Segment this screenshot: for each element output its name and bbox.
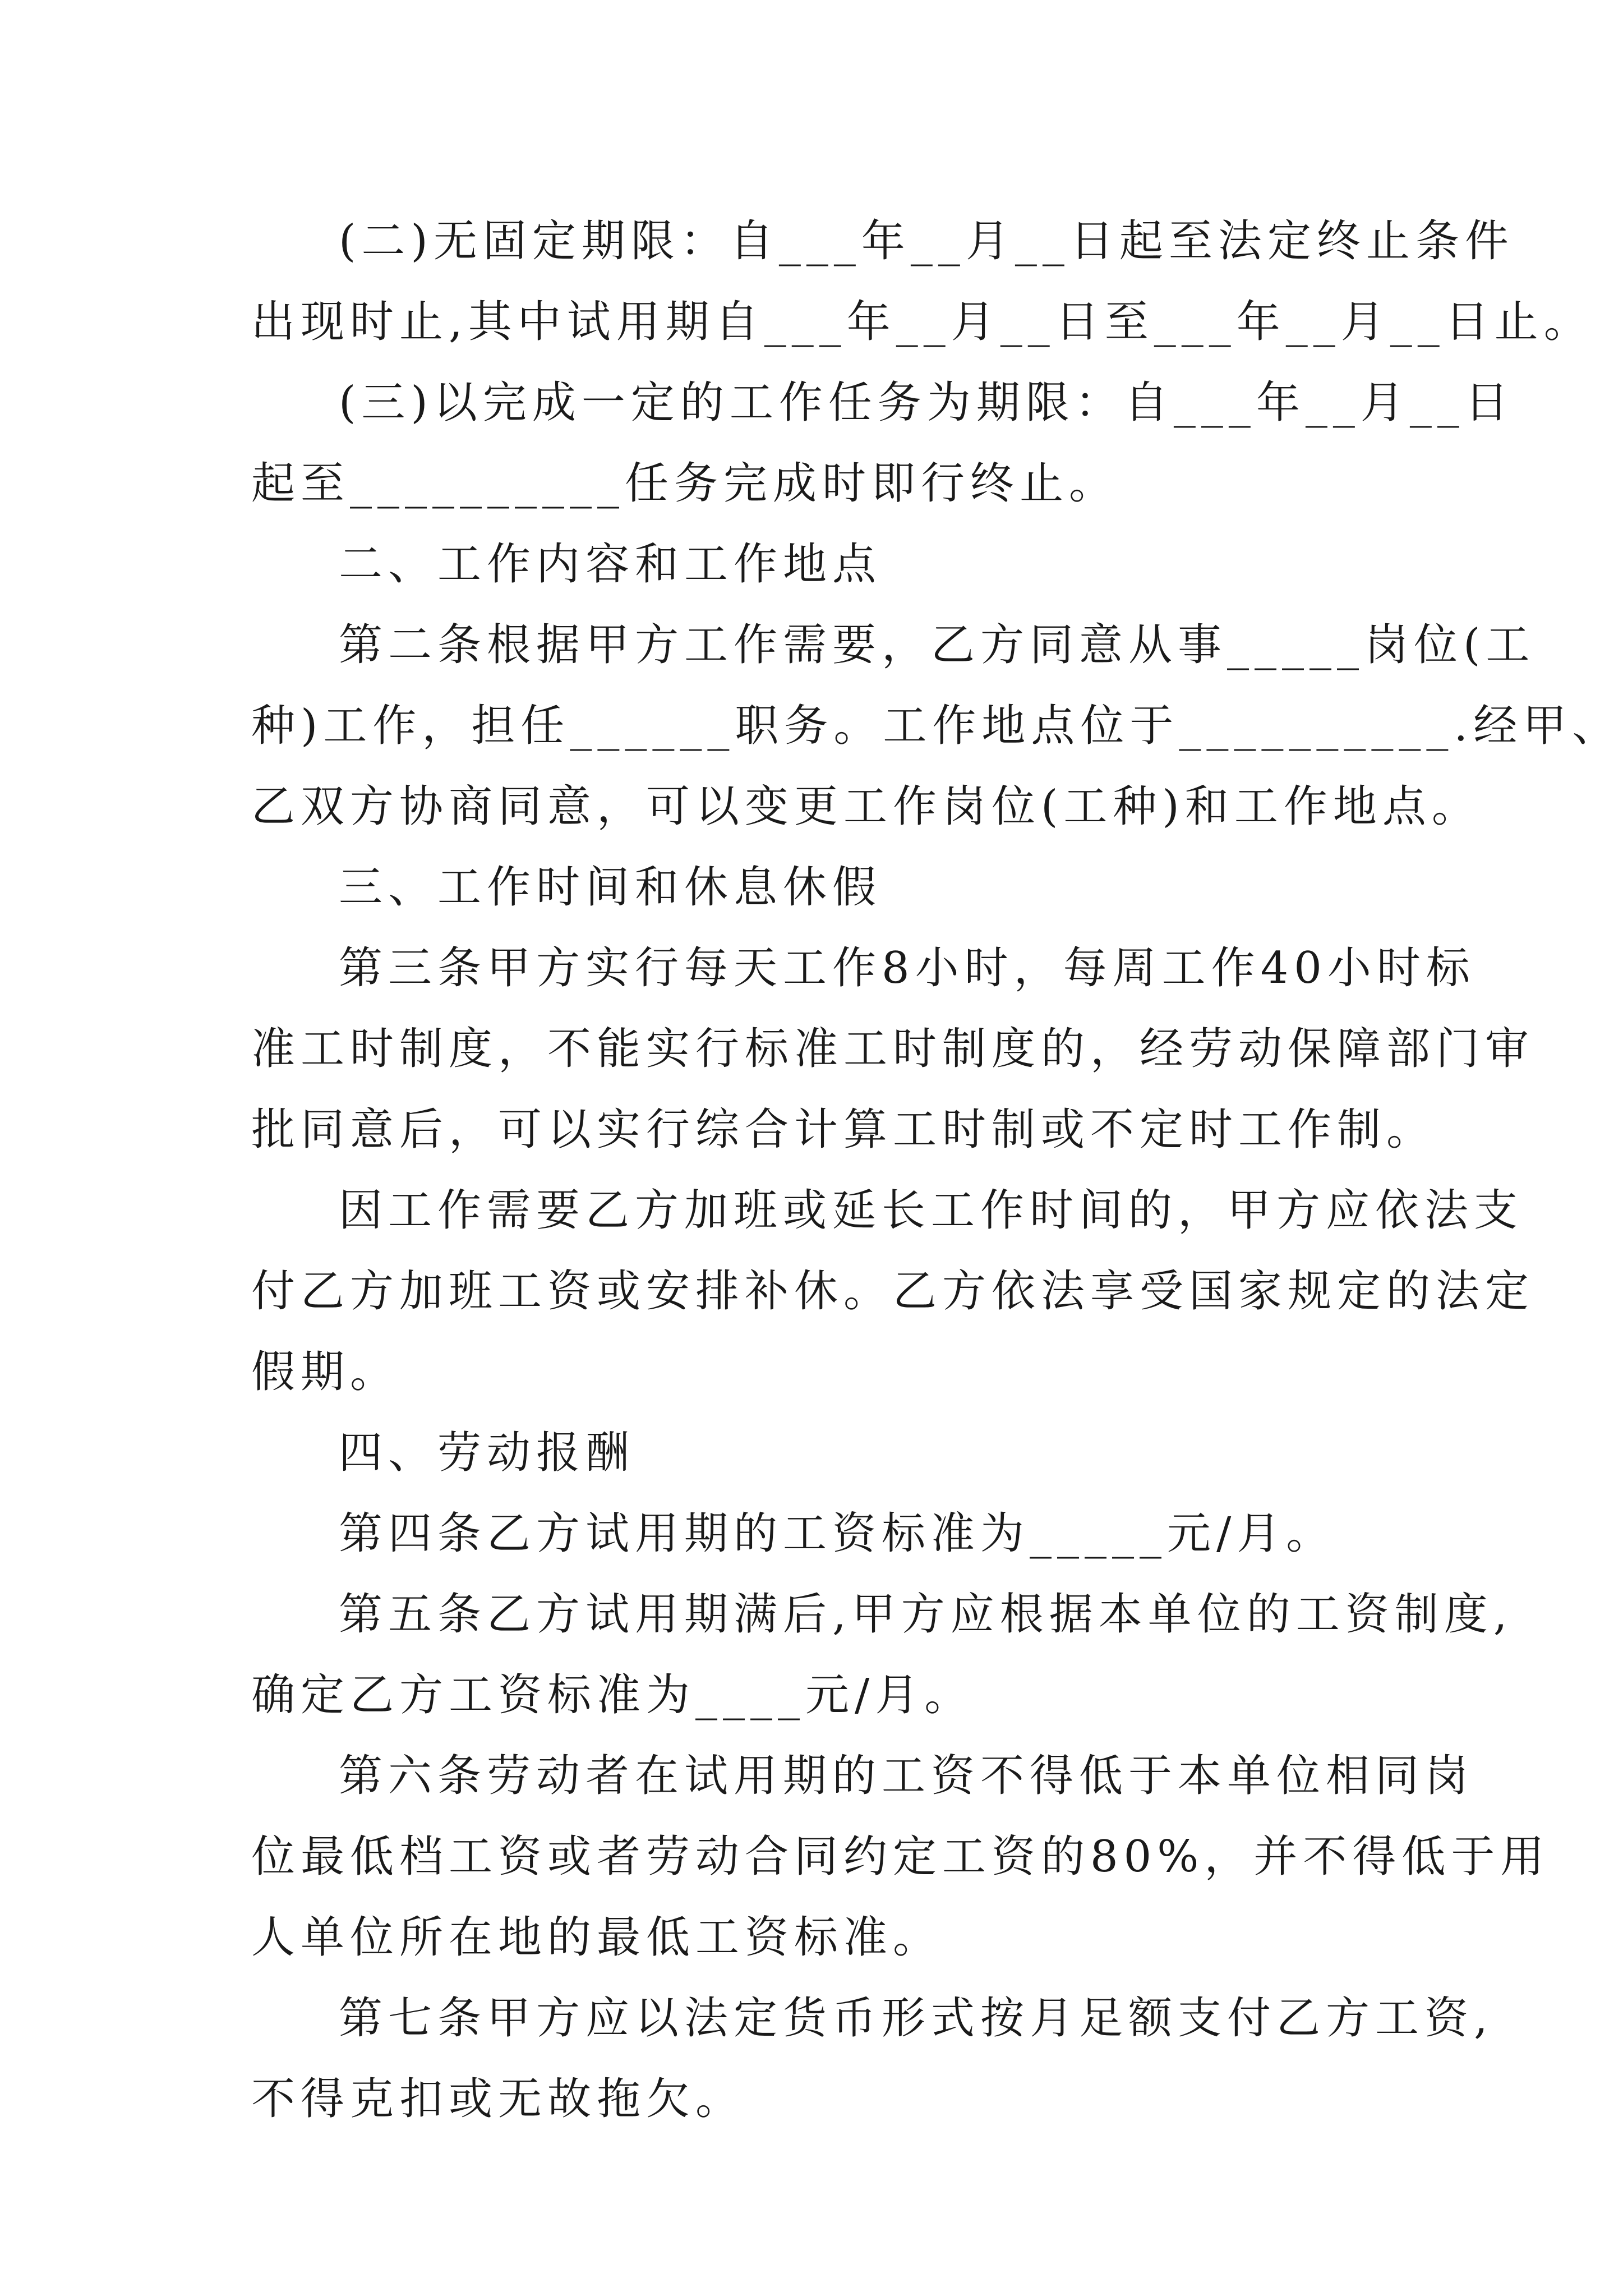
paragraph-line: 第五条乙方试用期满后,甲方应根据本单位的工资制度, xyxy=(339,1589,1513,1640)
paragraph-line: 起至__________任务完成时即行终止。 xyxy=(251,458,1119,509)
paragraph-line: 位最低档工资或者劳动合同约定工资的80%，并不得低于用 xyxy=(251,1832,1550,1882)
paragraph-line: 第六条劳动者在试用期的工资不得低于本单位相同岗 xyxy=(339,1751,1474,1801)
section-heading: 二、工作内容和工作地点 xyxy=(339,539,882,590)
paragraph-line: 准工时制度，不能实行标准工时制度的，经劳动保障部门审 xyxy=(251,1024,1535,1074)
paragraph-line: 第四条乙方试用期的工资标准为_____元/月。 xyxy=(339,1508,1336,1559)
section-heading: 三、工作时间和休息休假 xyxy=(339,862,882,913)
paragraph-line: 第二条根据甲方工作需要，乙方同意从事_____岗位(工 xyxy=(339,620,1536,670)
paragraph-line: 种)工作，担任______职务。工作地点位于__________.经甲、 xyxy=(251,701,1622,751)
paragraph-line: (三)以完成一定的工作任务为期限：自___年__月__日 xyxy=(339,378,1514,428)
section-heading: 四、劳动报酬 xyxy=(339,1428,635,1478)
paragraph-line: 乙双方协商同意，可以变更工作岗位(工种)和工作地点。 xyxy=(251,781,1481,832)
paragraph-line: 第三条甲方实行每天工作8小时，每周工作40小时标 xyxy=(339,943,1476,993)
paragraph-line: 因工作需要乙方加班或延长工作时间的，甲方应依法支 xyxy=(339,1185,1524,1236)
paragraph-line: (二)无固定期限：自___年__月__日起至法定终止条件 xyxy=(339,216,1514,266)
paragraph-line: 确定乙方工资标准为____元/月。 xyxy=(251,1670,974,1720)
document-body xyxy=(251,201,1622,2139)
paragraph-line: 人单位所在地的最低工资标准。 xyxy=(251,1912,943,1963)
paragraph-line: 第七条甲方应以法定货币形式按月足额支付乙方工资, xyxy=(339,1993,1493,2044)
paragraph-line: 付乙方加班工资或安排补休。乙方依法享受国家规定的法定 xyxy=(251,1266,1535,1317)
paragraph-line: 出现时止,其中试用期自___年__月__日至___年__月__日止。 xyxy=(251,297,1593,347)
paragraph-line: 不得克扣或无故拖欠。 xyxy=(251,2074,745,2124)
paragraph-line: 假期。 xyxy=(251,1347,400,1397)
paragraph-line: 批同意后，可以实行综合计算工时制或不定时工作制。 xyxy=(251,1105,1436,1155)
